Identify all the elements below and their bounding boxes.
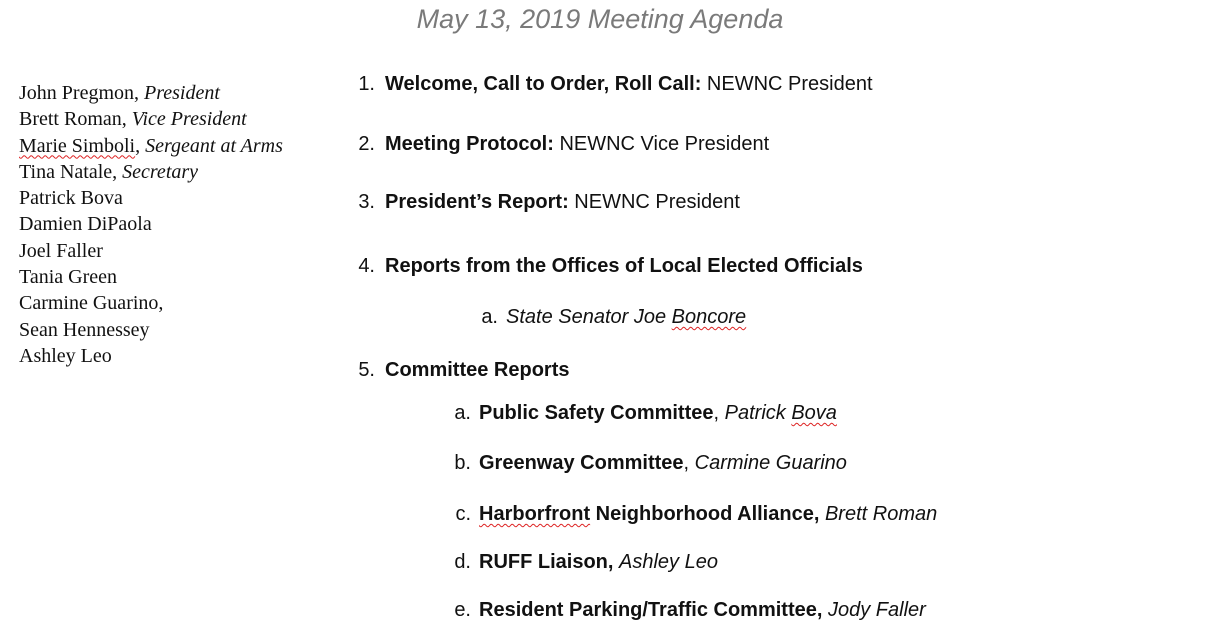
page-title: May 13, 2019 Meeting Agenda bbox=[416, 4, 784, 34]
member-role: President bbox=[144, 82, 220, 104]
item-heading: President’s Report: bbox=[385, 191, 569, 213]
item-number: 1. bbox=[358, 73, 375, 95]
item-heading: Committee Reports bbox=[385, 359, 570, 381]
board-member-list bbox=[19, 80, 283, 369]
board-member bbox=[19, 133, 283, 159]
subitem-letter: b. bbox=[454, 452, 471, 474]
board-member bbox=[19, 238, 283, 264]
member-separator: , bbox=[121, 108, 132, 131]
subitem-person: Jody Faller bbox=[827, 599, 926, 621]
member-role: Vice President bbox=[131, 108, 247, 131]
item-heading: Reports from the Offices of Local Elected Officials bbox=[385, 255, 863, 277]
board-member bbox=[19, 159, 283, 185]
subitem-heading: Public Safety Committee bbox=[479, 402, 714, 424]
item-heading: Meeting Protocol: bbox=[385, 133, 554, 155]
member-role: Sergeant at Arms bbox=[145, 134, 283, 157]
board-member bbox=[19, 317, 283, 343]
item-number: 3. bbox=[358, 191, 375, 213]
subitem-text-flagged: Boncore bbox=[671, 306, 747, 328]
member-name: John Pregmon bbox=[19, 82, 134, 104]
subitem-person: Carmine Guarino bbox=[694, 452, 847, 474]
subitem-letter: d. bbox=[454, 551, 471, 573]
board-member bbox=[19, 264, 283, 290]
item-heading: Welcome, Call to Order, Roll Call: bbox=[385, 73, 702, 95]
board-member bbox=[19, 290, 283, 316]
board-member bbox=[19, 80, 283, 106]
subitem-heading: RUFF Liaison, bbox=[479, 551, 614, 573]
subitem-person: Patrick bbox=[724, 402, 792, 424]
item-number: 4. bbox=[358, 255, 375, 277]
member-separator: , bbox=[134, 82, 144, 104]
item-detail: NEWNC President bbox=[701, 73, 873, 95]
item-number: 2. bbox=[358, 133, 375, 155]
subitem-letter: e. bbox=[454, 599, 471, 621]
board-member bbox=[19, 211, 283, 237]
item-detail: NEWNC President bbox=[568, 191, 740, 213]
member-name: Sean Hennessey bbox=[19, 318, 150, 341]
subitem-person: Brett Roman bbox=[824, 503, 938, 525]
subitem-person: Ashley Leo bbox=[619, 551, 718, 573]
subitem-separator: , bbox=[683, 452, 695, 474]
member-name: Carmine Guarino, bbox=[19, 292, 164, 315]
member-separator: , bbox=[112, 160, 123, 183]
board-member bbox=[19, 185, 283, 211]
member-name: Marie Simboli bbox=[19, 134, 136, 157]
subitem-heading: Greenway Committee bbox=[479, 452, 684, 474]
member-name: Patrick Bova bbox=[19, 187, 123, 210]
member-role: Secretary bbox=[122, 160, 199, 183]
member-separator: , bbox=[135, 134, 146, 157]
member-name: Joel Faller bbox=[19, 239, 103, 262]
subitem-separator: , bbox=[713, 402, 725, 424]
subitem-letter: c. bbox=[455, 503, 471, 525]
board-member bbox=[19, 106, 283, 132]
subitem-heading: Neighborhood Alliance, bbox=[590, 503, 820, 525]
subitem-text: State Senator Joe bbox=[506, 306, 672, 328]
board-member bbox=[19, 343, 283, 369]
member-name: Tania Green bbox=[19, 266, 117, 289]
member-name: Tina Natale bbox=[19, 160, 113, 183]
subitem-letter: a. bbox=[481, 306, 498, 328]
item-number: 5. bbox=[358, 359, 375, 381]
item-detail: NEWNC Vice President bbox=[553, 133, 770, 155]
subitem-letter: a. bbox=[454, 402, 471, 424]
member-name: Brett Roman bbox=[19, 108, 122, 131]
subitem-heading: Resident Parking/Traffic Committee, bbox=[479, 599, 823, 621]
member-name: Damien DiPaola bbox=[19, 213, 152, 236]
member-name: Ashley Leo bbox=[19, 344, 112, 367]
subitem-heading-flagged: Harborfront bbox=[479, 503, 591, 525]
subitem-person-flagged: Bova bbox=[791, 402, 837, 424]
